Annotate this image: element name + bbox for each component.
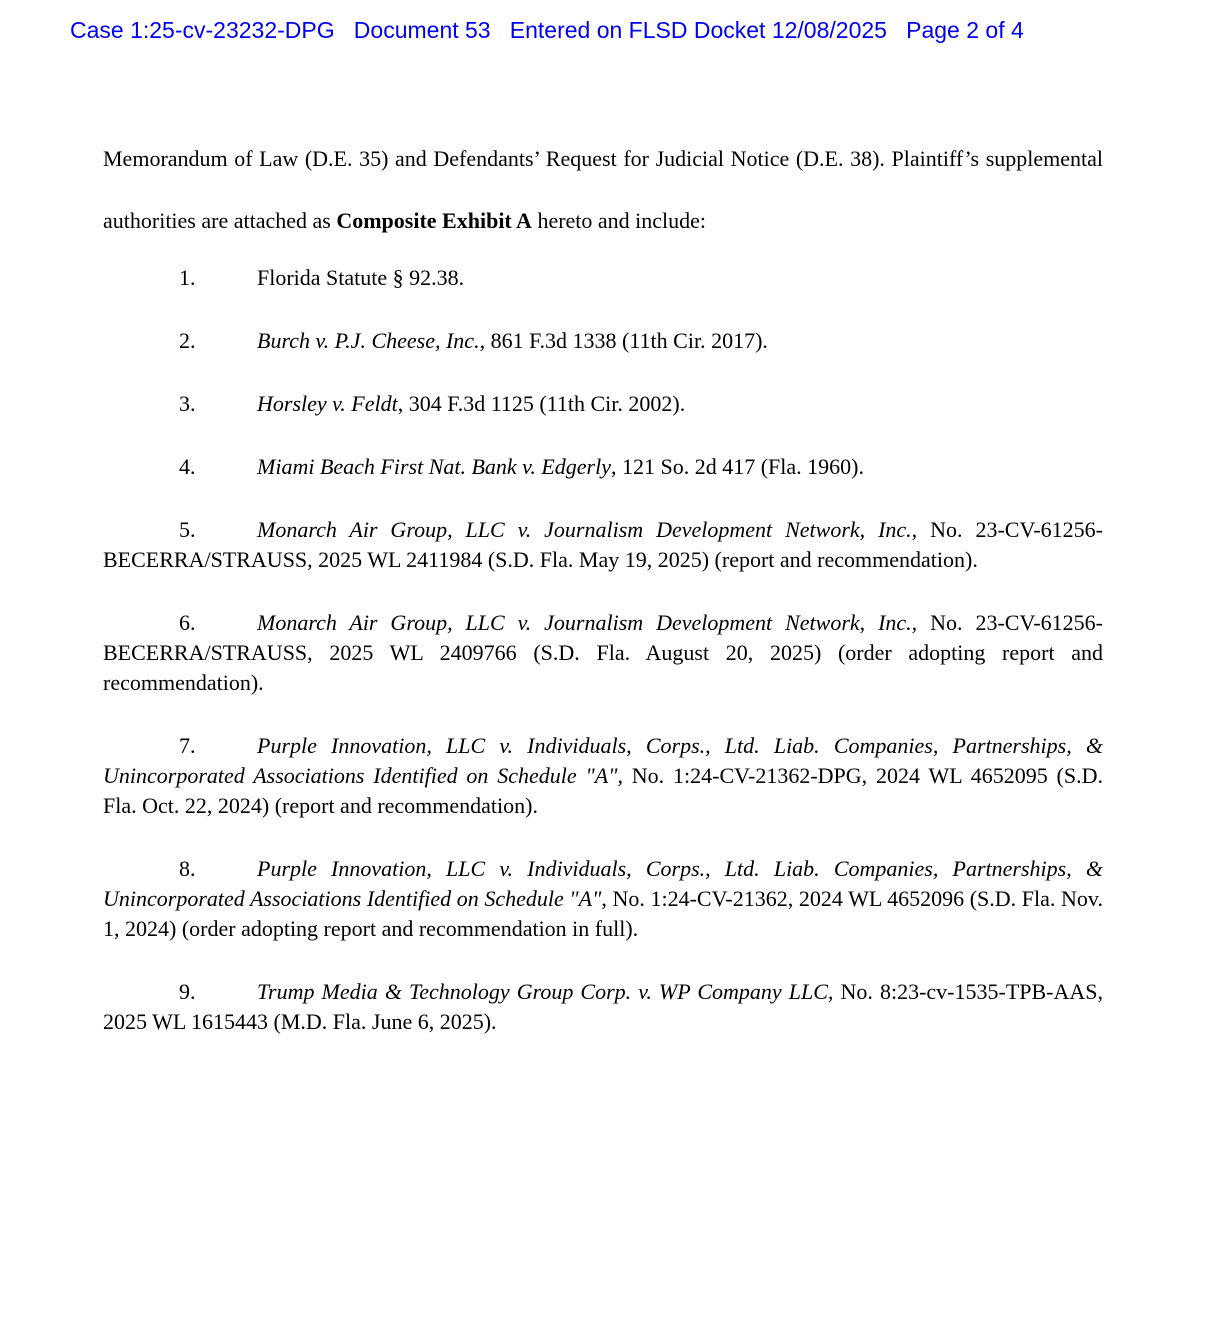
authority-item	[103, 731, 1103, 821]
item-number: 7.	[179, 733, 196, 758]
citation-text: No. 23-CV-61256-BECERRA/STRAUSS, 2025 WL 2411984 (S.D. Fla. May 19, 2025) (report and recommendation).	[103, 517, 1103, 572]
authority-item	[103, 854, 1103, 944]
item-number: 1.	[179, 265, 196, 290]
item-number: 4.	[179, 454, 196, 479]
authority-item	[103, 608, 1103, 698]
case-name: Monarch Air Group, LLC v. Journalism Development Network, Inc.,	[257, 517, 918, 542]
case-name: Burch v. P.J. Cheese, Inc.,	[257, 328, 486, 353]
item-number: 9.	[179, 979, 196, 1004]
item-number: 6.	[179, 610, 196, 635]
item-number: 8.	[179, 856, 196, 881]
authority-item	[103, 389, 1103, 419]
document-body	[103, 128, 1103, 1037]
item-number: 5.	[179, 517, 196, 542]
citation-text: No. 8:23-cv-1535-TPB-AAS, 2025 WL 1615443 (M.D. Fla. June 6, 2025).	[103, 979, 1103, 1034]
citation-text: , 304 F.3d 1125 (11th Cir. 2002).	[397, 391, 686, 416]
citation-text: 861 F.3d 1338 (11th Cir. 2017).	[485, 328, 768, 353]
composite-exhibit-label: Composite Exhibit A	[336, 208, 532, 233]
intro-paragraph	[103, 128, 1103, 252]
intro-text-after-bold: hereto and include:	[531, 208, 707, 233]
case-name: Horsley v. Feldt	[257, 391, 398, 416]
case-name: Trump Media & Technology Group Corp. v. WP Company LLC,	[257, 979, 834, 1004]
authority-item	[103, 452, 1103, 482]
item-number: 3.	[179, 391, 196, 416]
authority-list	[103, 263, 1103, 1037]
authority-item	[103, 263, 1103, 293]
item-number: 2.	[179, 328, 196, 353]
citation-text: No. 23-CV-61256-BECERRA/STRAUSS, 2025 WL 2409766 (S.D. Fla. August 20, 2025) (order adopting report and recommendation).	[103, 610, 1103, 695]
citation-text: , No. 1:24-CV-21362, 2024 WL 4652096 (S.D. Fla. Nov. 1, 2024) (order adopting report and recommendation in full).	[103, 886, 1103, 941]
case-name: Purple Innovation, LLC v. Individuals, Corps., Ltd. Liab. Companies, Partnerships, & Unincorporated Associations Identified on Schedule "A",	[103, 733, 1103, 788]
case-name: Miami Beach First Nat. Bank v. Edgerly	[257, 454, 611, 479]
authority-item	[103, 326, 1103, 356]
citation-text: , 121 So. 2d 417 (Fla. 1960).	[610, 454, 864, 479]
docket-stamp: Case 1:25-cv-23232-DPG Document 53 Entered on FLSD Docket 12/08/2025 Page 2 of 4	[70, 17, 1024, 43]
intro-text-before-bold: Memorandum of Law (D.E. 35) and Defendants’ Request for Judicial Notice (D.E. 38). Plaintiff’s supplemental authorities are attached as	[103, 146, 1103, 233]
authority-item	[103, 977, 1103, 1037]
citation-text: Florida Statute § 92.38.	[257, 265, 465, 290]
citation-text: No. 1:24-CV-21362-DPG, 2024 WL 4652095 (S.D. Fla. Oct. 22, 2024) (report and recommendation).	[103, 763, 1103, 818]
case-name: Monarch Air Group, LLC v. Journalism Development Network, Inc.,	[257, 610, 918, 635]
authority-item	[103, 515, 1103, 575]
case-name: Purple Innovation, LLC v. Individuals, Corps., Ltd. Liab. Companies, Partnerships, & Unincorporated Associations Identified on Schedule "A"	[103, 856, 1103, 911]
